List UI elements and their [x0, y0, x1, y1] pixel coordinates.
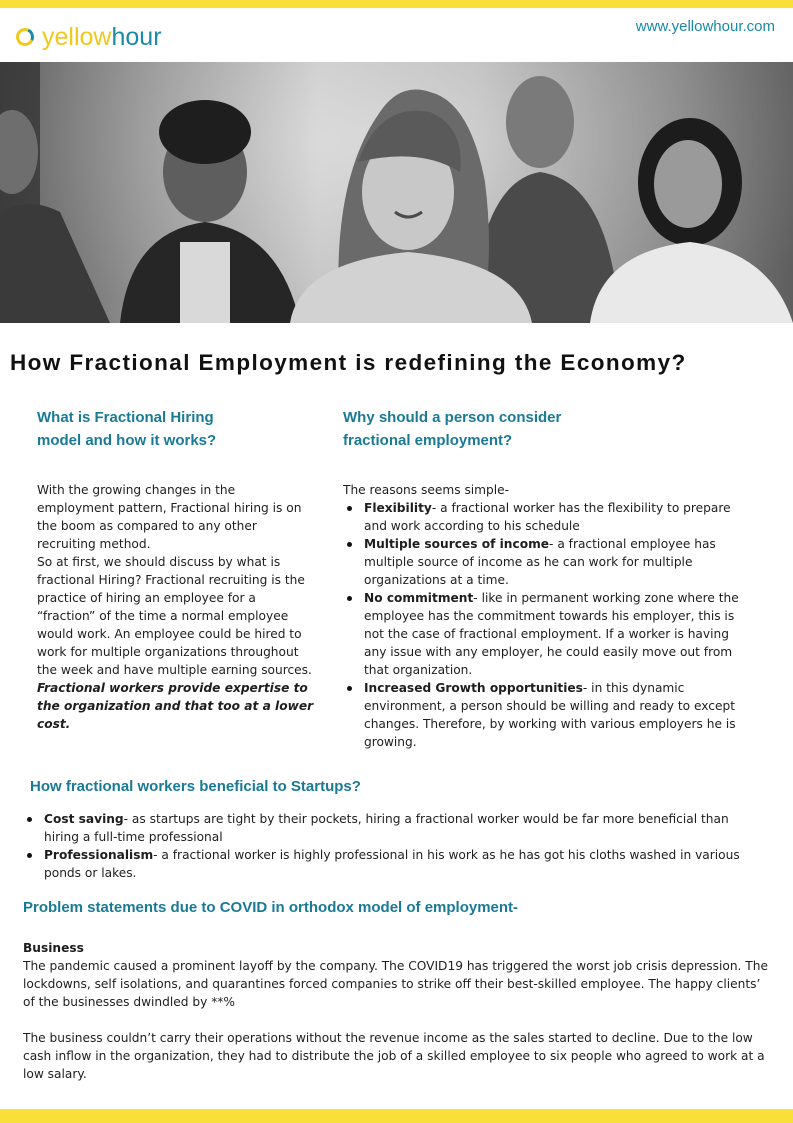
left-column-body	[37, 481, 315, 733]
covid-paragraph-1: The pandemic caused a prominent layoff by the company. The COVID19 has triggered the worst job crisis depression. The lockdowns, self isolations, and quarantines forced companies to strike off their best-skilled employee. The happy clients’ of the businesses dwindled by **%	[23, 959, 768, 1009]
site-url-link[interactable]: www.yellowhour.com	[635, 18, 775, 35]
hero-photo	[0, 62, 793, 323]
left-heading-line-2: model and how it works?	[37, 432, 217, 449]
logo[interactable]	[16, 20, 162, 54]
list-item: Professionalism- a fractional worker is highly professional in his work as he has got his cloths washed in various ponds or lakes.	[23, 846, 753, 882]
list-item: No commitment- like in permanent working zone where the employee has the commitment towards his employer, this is not the case of fractional employment. If a worker is having any issue with any employer, he could easily move out from that organization.	[343, 589, 747, 679]
logo-wordmark: yellowhour	[42, 23, 162, 51]
list-item: Cost saving- as startups are tight by their pockets, hiring a fractional worker would be far more beneficial than hiring a full-time professional	[23, 810, 753, 846]
right-heading-line-1: Why should a person consider	[343, 409, 562, 426]
startups-list	[23, 810, 753, 882]
left-paragraph-2: So at first, we should discuss by what is fractional Hiring? Fractional recruiting is the practice of hiring an employee for a “fraction” of the time a normal employee would work. An employee could be hired to work for multiple organizations throughout the week and have multiple earning sources.	[37, 555, 312, 677]
left-column-heading	[37, 406, 317, 452]
right-column-heading	[343, 406, 643, 452]
bottom-accent-bar	[0, 1109, 793, 1123]
list-item: Multiple sources of income- a fractional employee has multiple source of income as he can work for multiple organizations at a time.	[343, 535, 747, 589]
left-heading-line-1: What is Fractional Hiring	[37, 409, 214, 426]
list-item: Flexibility- a fractional worker has the flexibility to prepare and work according to his schedule	[343, 499, 747, 535]
right-column-body	[343, 481, 747, 751]
list-item: Increased Growth opportunities- in this dynamic environment, a person should be willing and ready to except changes. Therefore, by working with various employers he is growing.	[343, 679, 747, 751]
left-emphasis: Fractional workers provide expertise to the organization and that too at a lower cost.	[37, 681, 314, 731]
covid-body	[23, 939, 768, 1083]
right-intro: The reasons seems simple-	[343, 483, 510, 497]
page-title: How Fractional Employment is redefining the Economy?	[10, 350, 687, 375]
covid-subheading: Business	[23, 941, 84, 955]
hero-photo-illustration	[0, 62, 793, 323]
reasons-list	[343, 499, 747, 751]
covid-paragraph-2: The business couldn’t carry their operations without the revenue income as the sales started to decline. Due to the low cash inflow in the organization, they had to distribute the job of a skilled employee to six people who agreed to work at a low salary.	[23, 1031, 765, 1081]
covid-heading: Problem statements due to COVID in orthodox model of employment-	[23, 899, 519, 916]
left-paragraph-1: With the growing changes in the employment pattern, Fractional hiring is on the boom as compared to any other recruiting method.	[37, 483, 302, 551]
startups-body	[23, 810, 753, 882]
startups-heading: How fractional workers beneficial to Startups?	[30, 778, 361, 795]
right-heading-line-2: fractional employment?	[343, 432, 513, 449]
top-accent-bar	[0, 0, 793, 8]
logo-ring-icon	[13, 25, 36, 48]
spacer	[23, 1011, 768, 1029]
